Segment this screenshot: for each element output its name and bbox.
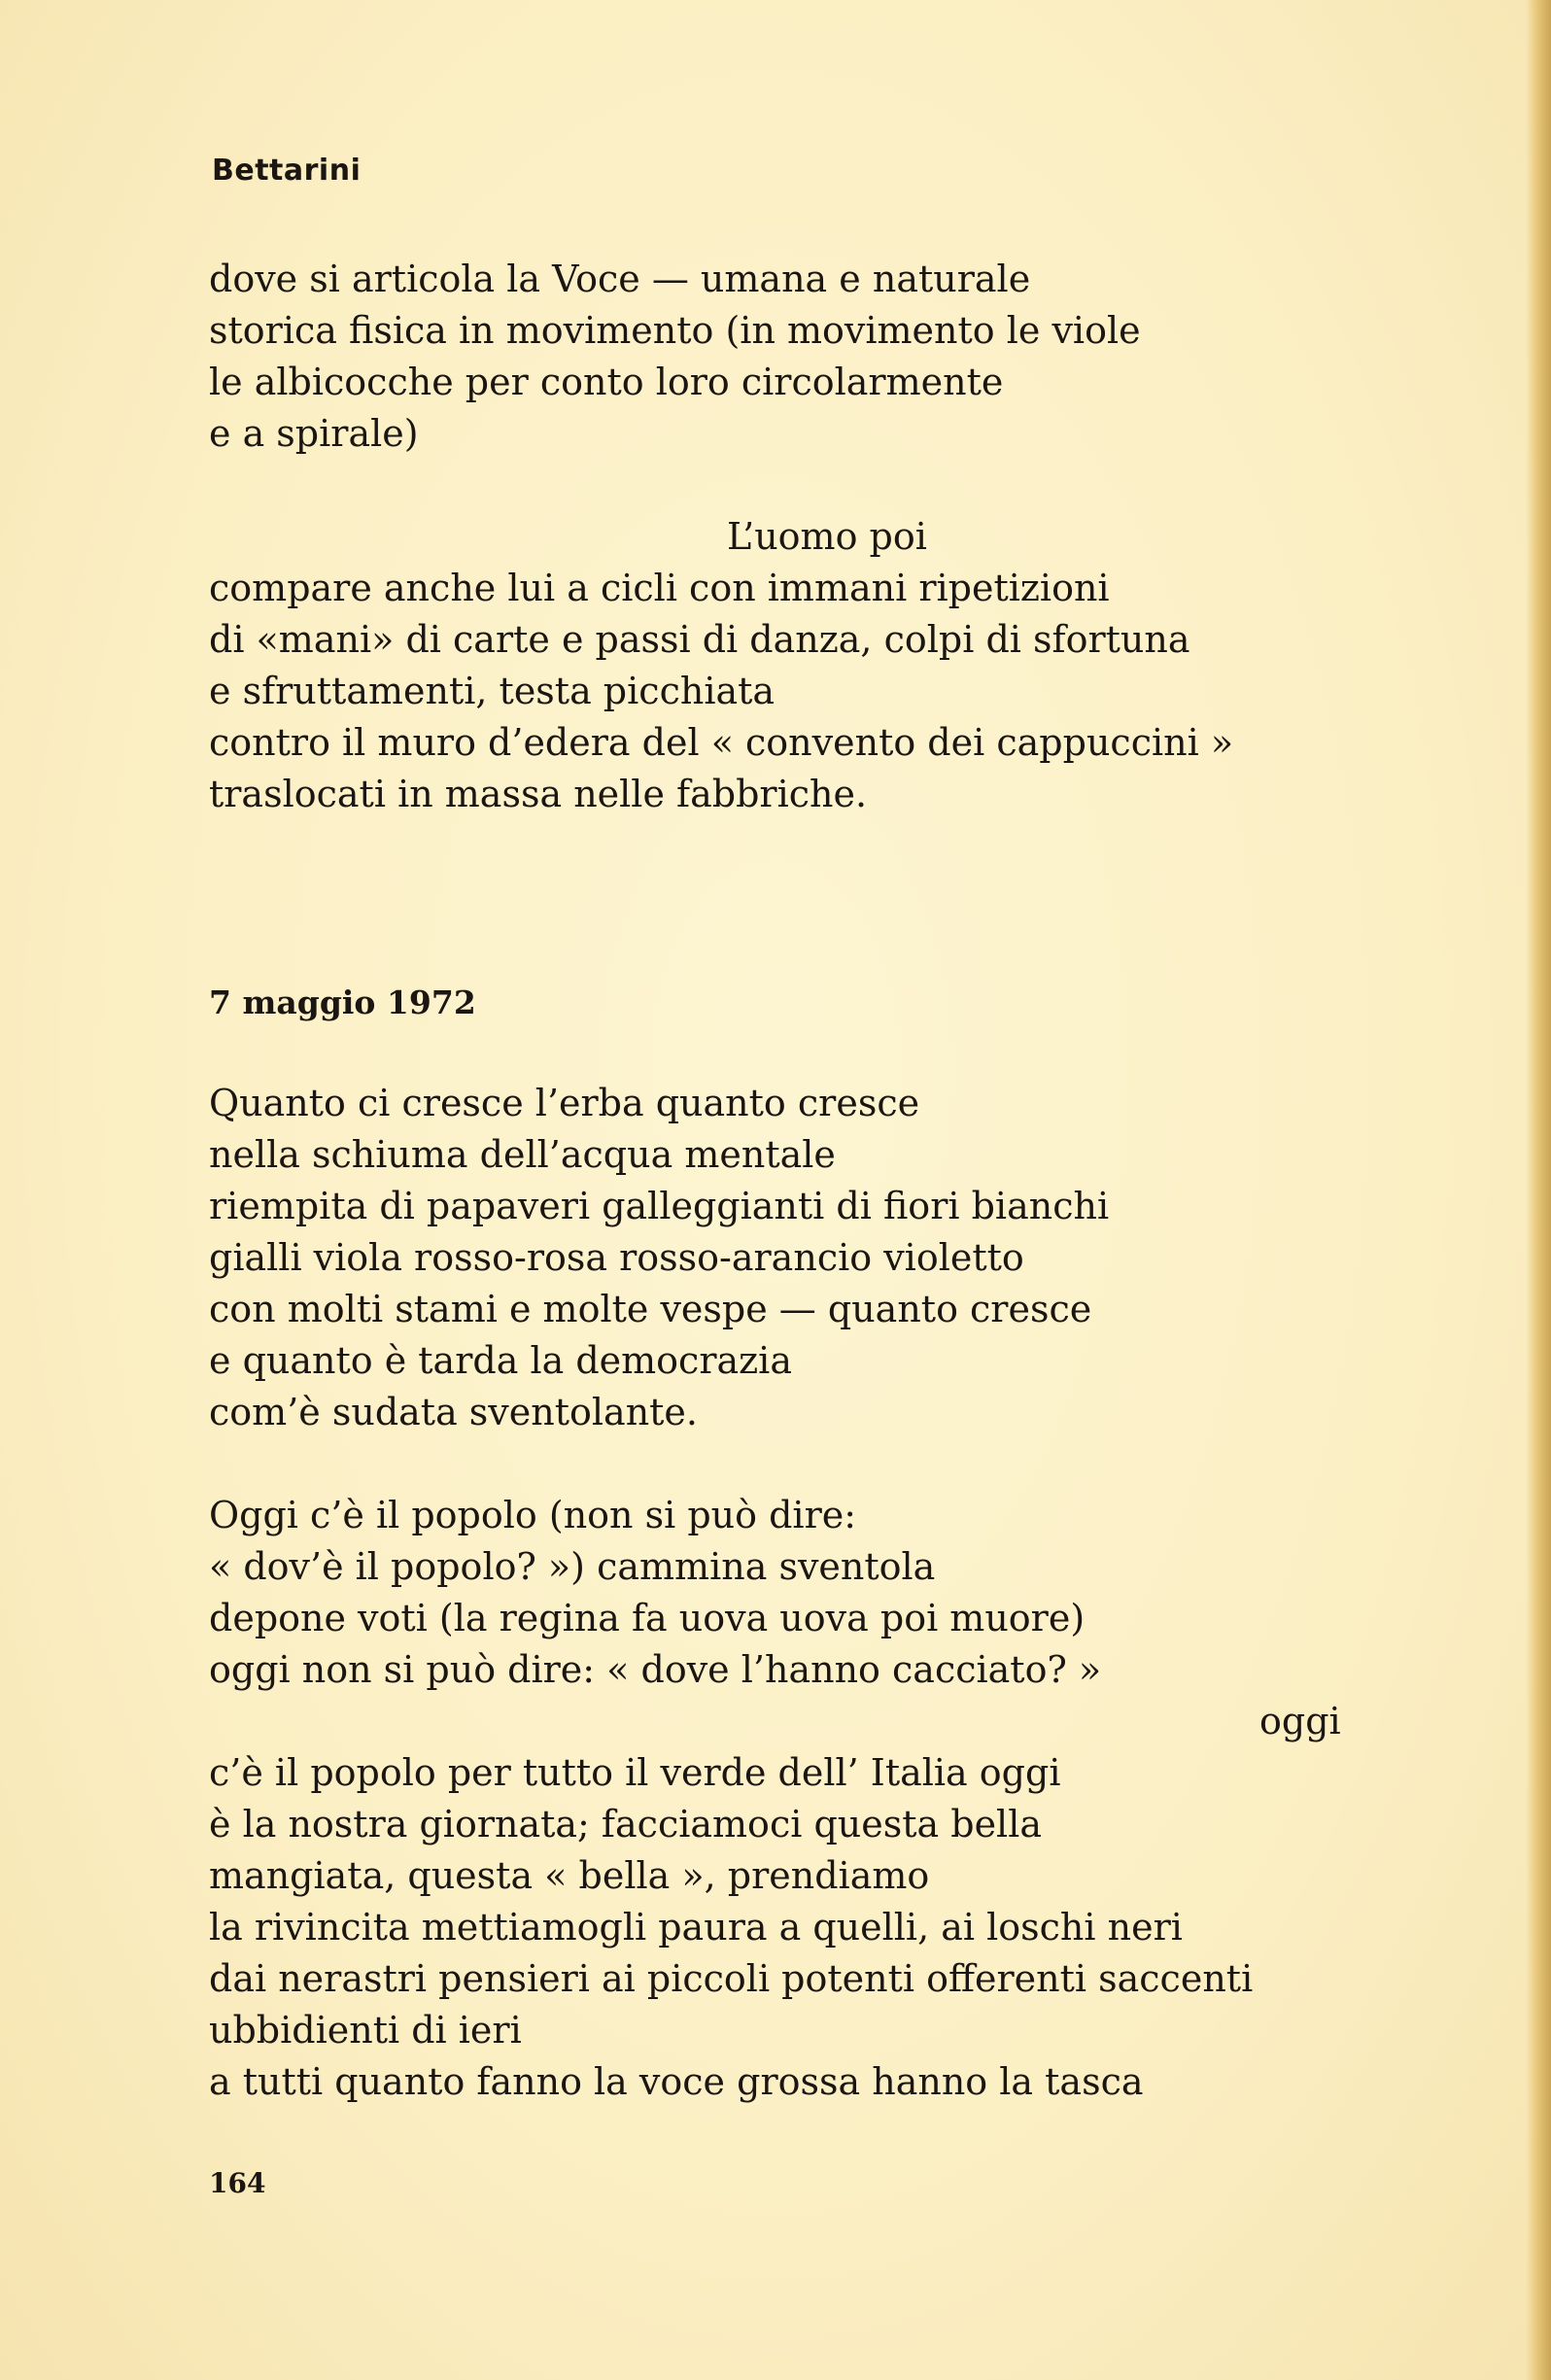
page-number: 164 <box>209 2167 266 2199</box>
poem-line: depone voti (la regina fa uova uova poi muore) <box>209 1597 1086 1639</box>
poem-line: dove si articola la Voce — umana e naturale <box>209 258 1031 300</box>
running-head: Bettarini <box>212 154 362 188</box>
poem-line: le albicocche per conto loro circolarmente <box>209 361 1004 403</box>
poem-line: riempita di papaveri galleggianti di fiori bianchi <box>209 1185 1110 1227</box>
poem-line: c’è il popolo per tutto il verde dell’ Italia oggi <box>209 1751 1061 1794</box>
poem-line: nella schiuma dell’acqua mentale <box>209 1133 836 1176</box>
poem-line: traslocati in massa nelle fabbriche. <box>209 773 868 815</box>
poem-line: compare anche lui a cicli con immani ripetizioni <box>209 567 1110 609</box>
poem-line-indented: L’uomo poi <box>727 515 927 558</box>
poem-line: storica fisica in movimento (in movimento le viole <box>209 309 1141 352</box>
poem-line: e a spirale) <box>209 412 419 455</box>
poem-line: dai nerastri pensieri ai piccoli potenti offerenti saccenti <box>209 1957 1254 2000</box>
poem-line: e sfruttamenti, testa picchiata <box>209 670 776 712</box>
poem-dropped-word: oggi <box>1259 1700 1341 1742</box>
poem-line: Quanto ci cresce l’erba quanto cresce <box>209 1082 920 1124</box>
poem-line: la rivincita mettiamogli paura a quelli, ai loschi neri <box>209 1906 1183 1949</box>
poem-line: e quanto è tarda la democrazia <box>209 1339 792 1382</box>
poem-line: Oggi c’è il popolo (non si può dire: <box>209 1494 857 1536</box>
poem-line: com’è sudata sventolante. <box>209 1391 698 1433</box>
poem-line: ubbidienti di ieri <box>209 2009 522 2052</box>
page-edge <box>1526 0 1551 2380</box>
poem-line: a tutti quanto fanno la voce grossa hanno la tasca <box>209 2060 1144 2103</box>
poem-line: di «mani» di carte e passi di danza, colpi di sfortuna <box>209 618 1190 661</box>
poem-line: « dov’è il popolo? ») cammina sventola <box>209 1545 936 1588</box>
poem-line: oggi non si può dire: « dove l’hanno cacciato? » <box>209 1648 1102 1691</box>
poem-line: è la nostra giornata; facciamoci questa bella <box>209 1803 1043 1845</box>
poem-line: contro il muro d’edera del « convento dei cappuccini » <box>209 721 1234 764</box>
poem-date-heading: 7 maggio 1972 <box>209 983 476 1021</box>
poem-line: gialli viola rosso-rosa rosso-arancio violetto <box>209 1236 1024 1279</box>
poem-line: mangiata, questa « bella », prendiamo <box>209 1854 930 1897</box>
poem-line: con molti stami e molte vespe — quanto cresce <box>209 1288 1092 1330</box>
